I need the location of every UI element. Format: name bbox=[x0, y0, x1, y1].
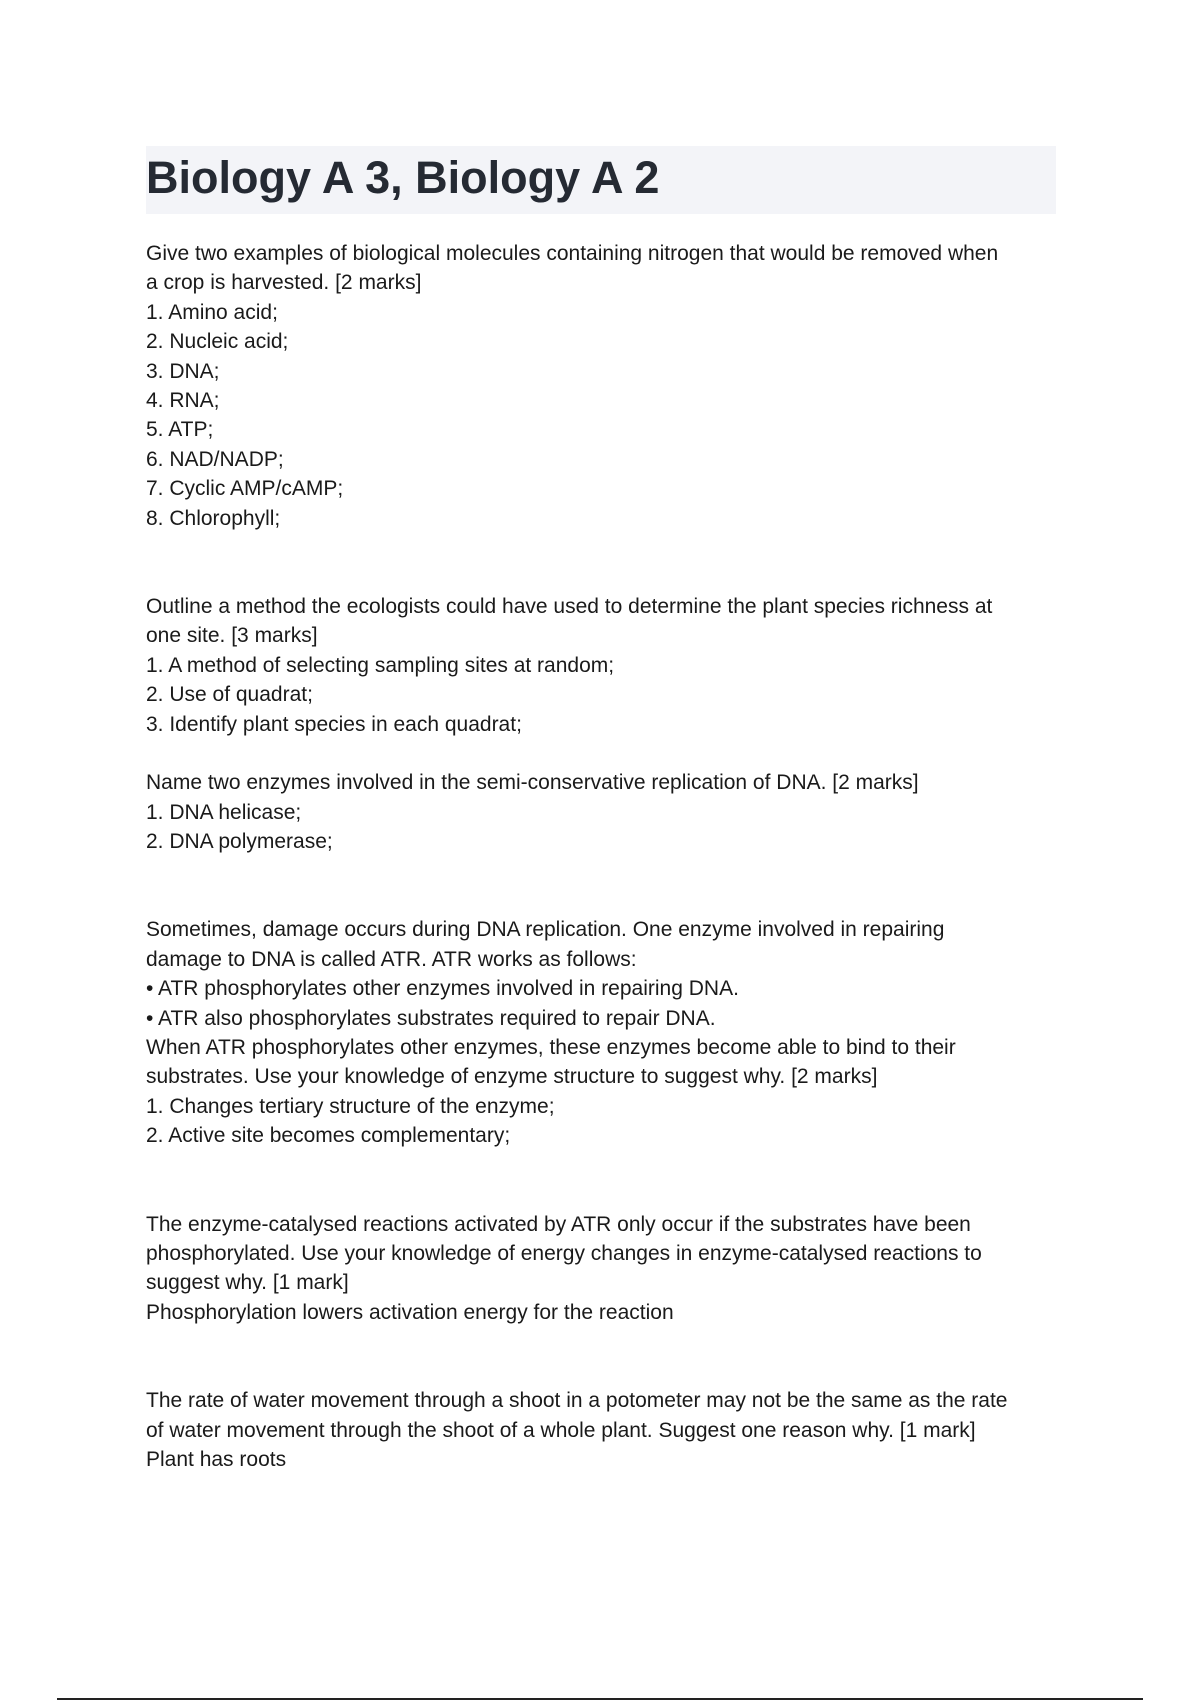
question-text-line: The enzyme-catalysed reactions activated by ATR only occur if the substrates have been bbox=[146, 1212, 971, 1236]
question-text-line: When ATR phosphorylates other enzymes, these enzymes become able to bind to their bbox=[146, 1035, 956, 1059]
question-text-line: Sometimes, damage occurs during DNA replication. One enzyme involved in repairing bbox=[146, 918, 945, 942]
question-block-5 bbox=[146, 1210, 1066, 1328]
question-block-3 bbox=[146, 768, 1066, 856]
question-bullet-line: • ATR phosphorylates other enzymes involved in repairing DNA. bbox=[146, 977, 739, 1001]
question-text-line: of water movement through the shoot of a whole plant. Suggest one reason why. [1 mark] bbox=[146, 1418, 976, 1442]
question-text-line: damage to DNA is called ATR. ATR works as follows: bbox=[146, 947, 637, 971]
answer-line: 3. DNA; bbox=[146, 359, 220, 383]
spacer bbox=[146, 533, 1066, 592]
answer-line: 2. Active site becomes complementary; bbox=[146, 1124, 511, 1148]
page-title: Biology A 3, Biology A 2 bbox=[146, 152, 660, 203]
answer-line: Plant has roots bbox=[146, 1448, 287, 1471]
question-bullet-line: • ATR also phosphorylates substrates required to repair DNA. bbox=[146, 1006, 716, 1030]
question-block-1 bbox=[146, 239, 1066, 533]
question-block-4 bbox=[146, 915, 1066, 1150]
answer-line: 8. Chlorophyll; bbox=[146, 506, 281, 530]
answer-line: 1. Amino acid; bbox=[146, 300, 278, 324]
answer-line: 6. NAD/NADP; bbox=[146, 447, 284, 471]
answer-line: 2. DNA polymerase; bbox=[146, 829, 333, 853]
spacer bbox=[146, 1327, 1066, 1386]
question-text-line: phosphorylated. Use your knowledge of energy changes in enzyme-catalysed reactions to bbox=[146, 1241, 982, 1265]
answer-line: 1. A method of selecting sampling sites at random; bbox=[146, 653, 615, 677]
question-text-line: one site. [3 marks] bbox=[146, 624, 318, 648]
document-body bbox=[146, 239, 1066, 1474]
answer-line: 2. Use of quadrat; bbox=[146, 683, 313, 707]
question-text-line: Give two examples of biological molecules containing nitrogen that would be removed when bbox=[146, 242, 999, 265]
question-text-line: Outline a method the ecologists could have used to determine the plant species richness at bbox=[146, 595, 993, 619]
question-text-line: substrates. Use your knowledge of enzyme structure to suggest why. [2 marks] bbox=[146, 1065, 878, 1089]
question-block-2 bbox=[146, 592, 1066, 739]
answer-line: 7. Cyclic AMP/cAMP; bbox=[146, 477, 344, 501]
question-text-line: a crop is harvested. [2 marks] bbox=[146, 271, 422, 295]
answer-line: 5. ATP; bbox=[146, 418, 214, 442]
answer-line: Phosphorylation lowers activation energy for the reaction bbox=[146, 1300, 674, 1324]
title-banner bbox=[146, 146, 1056, 214]
question-text-line: suggest why. [1 mark] bbox=[146, 1271, 349, 1295]
answer-line: 4. RNA; bbox=[146, 389, 220, 413]
answer-line: 2. Nucleic acid; bbox=[146, 330, 289, 354]
answer-line: 3. Identify plant species in each quadrat; bbox=[146, 712, 522, 736]
question-text-line: Name two enzymes involved in the semi-conservative replication of DNA. [2 marks] bbox=[146, 771, 919, 795]
spacer bbox=[146, 856, 1066, 915]
answer-line: 1. DNA helicase; bbox=[146, 800, 302, 824]
question-text-line: The rate of water movement through a shoot in a potometer may not be the same as the rate bbox=[146, 1389, 1008, 1413]
spacer bbox=[146, 739, 1066, 768]
answer-line: 1. Changes tertiary structure of the enzyme; bbox=[146, 1094, 555, 1118]
question-block-6 bbox=[146, 1386, 1066, 1474]
spacer bbox=[146, 1151, 1066, 1210]
